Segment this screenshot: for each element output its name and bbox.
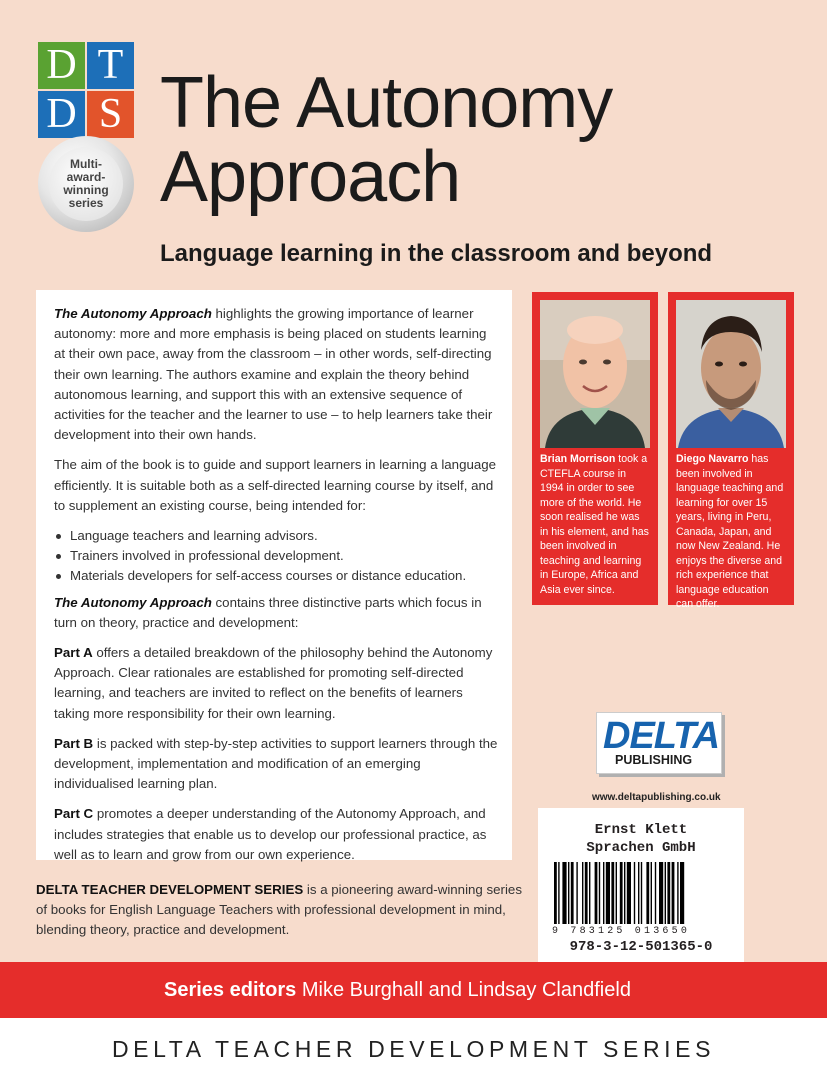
part-b-paragraph: Part B is packed with step-by-step activities to support learners through the development, implementation and modification of an emerging individualised learning plan.	[54, 735, 498, 792]
logo-letter-s: S	[87, 91, 134, 138]
aim-paragraph: The aim of the book is to guide and support learners in learning a language efficiently. It is suitable both as a self-directed learning course by itself, and to supplement an existing course, being intended for:	[54, 457, 497, 513]
publisher-url: www.deltapublishing.co.uk	[592, 792, 721, 803]
barcode-label	[538, 808, 744, 966]
book-subtitle: Language learning in the classroom and beyond	[160, 240, 713, 267]
isbn-number: 978-3-12-501365-0	[569, 939, 713, 955]
award-badge	[38, 136, 134, 232]
author-bio: Brian Morrison took a CTEFLA course in 1994 in order to see more of the world. He soon realised he was in his element, and has been involved in teaching and learning in Europe, Africa and Asia ever since.	[540, 453, 649, 596]
author-card-brian	[532, 292, 658, 605]
publisher-name-bottom: PUBLISHING	[615, 753, 693, 767]
barcode-digits: 9 783125 013650	[552, 926, 691, 937]
dtds-logo	[38, 42, 134, 138]
book-title: The Autonomy Approach	[160, 63, 613, 217]
author-card-diego	[668, 292, 794, 610]
barcode-icon	[552, 862, 730, 926]
logo-letter-d2: D	[38, 91, 85, 138]
list-item: Trainers involved in professional development.	[54, 546, 498, 566]
distributor-line-2: Sprachen GmbH	[586, 840, 696, 856]
series-footer: DELTA TEACHER DEVELOPMENT SERIES	[0, 1018, 827, 1080]
logo-letter-d: D	[38, 42, 85, 89]
list-item: Language teachers and learning advisors.	[54, 526, 498, 546]
distributor-line-1: Ernst Klett	[594, 822, 688, 838]
description-panel	[36, 290, 512, 860]
parts-paragraph: The Autonomy Approach contains three distinctive parts which focus in turn on theory, practice and development:	[54, 594, 482, 630]
series-editors-bar: Series editors Mike Burghall and Lindsay Clandfield	[0, 962, 827, 1018]
part-c-paragraph: Part C promotes a deeper understanding of the Autonomy Approach, and includes strategies that enable us to develop our professional practice, as well as to learn and grow from our own experience.	[54, 806, 487, 862]
publisher-name-top: DELTA	[603, 715, 720, 757]
audience-list	[54, 526, 498, 587]
author-bio: Diego Navarro has been involved in language teaching and learning for over 15 years, living in Peru, Canada, Japan, and now New Zealand. He enjoys the diverse and rich experience that language education can offer.	[676, 453, 784, 610]
award-badge-text: Multi- award- winning series	[49, 147, 123, 221]
logo-letter-t: T	[87, 42, 134, 89]
author-photo	[540, 300, 650, 448]
intro-paragraph: The Autonomy Approach highlights the growing importance of learner autonomy: more and more emphasis is being placed on students learning at their own pace, away from the classroom – in other words, self-directing their own learning. The authors examine and explain the theory behind autonomous learning, and support this with an extensive sequence of activities for the teacher and the learner to use – to help learners take their development into their own hands.	[54, 306, 493, 443]
author-photo	[676, 300, 786, 448]
series-description: DELTA TEACHER DEVELOPMENT SERIES is a pioneering award-winning series of books for English Language Teachers with professional development in mind, blending theory, practice and development.	[36, 882, 522, 937]
part-a-paragraph: Part A offers a detailed breakdown of the philosophy behind the Autonomy Approach. Clear rationales are established for promoting self-directed learning, and teachers are invited to reflect on the benefits of learners taking more responsibility for their own learning.	[54, 645, 493, 721]
list-item: Materials developers for self-access courses or distance education.	[54, 566, 498, 586]
delta-publishing-logo	[596, 712, 722, 774]
